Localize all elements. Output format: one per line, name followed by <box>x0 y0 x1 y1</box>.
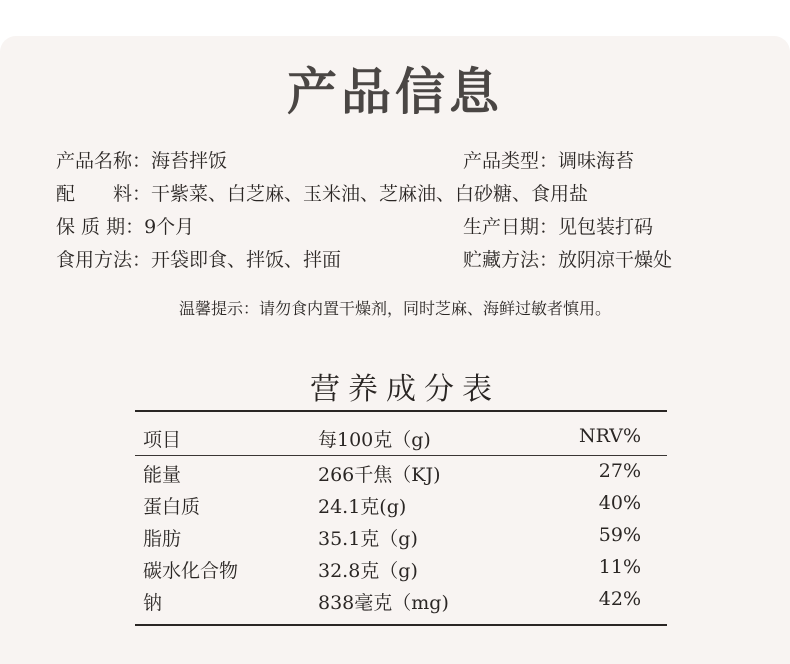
row-nrv: 11% <box>598 556 641 578</box>
header-item: 项目 <box>143 429 182 451</box>
storage-method: 贮藏方法：放阴凉干燥处 <box>463 249 673 271</box>
row-item: 钠 <box>143 592 163 614</box>
header-nrv: NRV% <box>578 425 641 447</box>
row-item: 能量 <box>143 464 182 486</box>
row-amount: 35.1克（g) <box>318 528 418 550</box>
table-top-rule <box>135 410 667 412</box>
header-per-100g: 每100克（g) <box>318 429 431 451</box>
row-amount: 838毫克（mg) <box>318 592 449 614</box>
product-name: 产品名称：海苔拌饭 <box>56 150 228 172</box>
row-item: 碳水化合物 <box>143 560 239 582</box>
production-date: 生产日期：见包装打码 <box>463 216 654 238</box>
row-nrv: 40% <box>598 492 641 514</box>
row-amount: 266千焦（KJ) <box>318 464 441 486</box>
row-amount: 32.8克（g) <box>318 560 418 582</box>
nutrition-table-title: 营养成分表 <box>310 372 500 407</box>
product-type: 产品类型：调味海苔 <box>463 150 635 172</box>
row-item: 脂肪 <box>143 528 182 550</box>
row-nrv: 42% <box>598 588 641 610</box>
usage-method: 食用方法：开袋即食、拌饭、拌面 <box>56 249 342 271</box>
row-nrv: 59% <box>598 524 641 546</box>
warm-notice: 温馨提示：请勿食内置干燥剂，同时芝麻、海鲜过敏者慎用。 <box>178 299 611 318</box>
ingredients: 配 料：干紫菜、白芝麻、玉米油、芝麻油、白砂糖、食用盐 <box>56 183 589 205</box>
page-title: 产品信息 <box>287 63 503 121</box>
shelf-life: 保 质 期：9个月 <box>56 216 195 238</box>
row-nrv: 27% <box>598 460 641 482</box>
table-header-rule <box>135 455 667 456</box>
row-item: 蛋白质 <box>143 496 201 518</box>
table-bottom-rule <box>135 624 667 626</box>
row-amount: 24.1克(g) <box>318 496 407 518</box>
